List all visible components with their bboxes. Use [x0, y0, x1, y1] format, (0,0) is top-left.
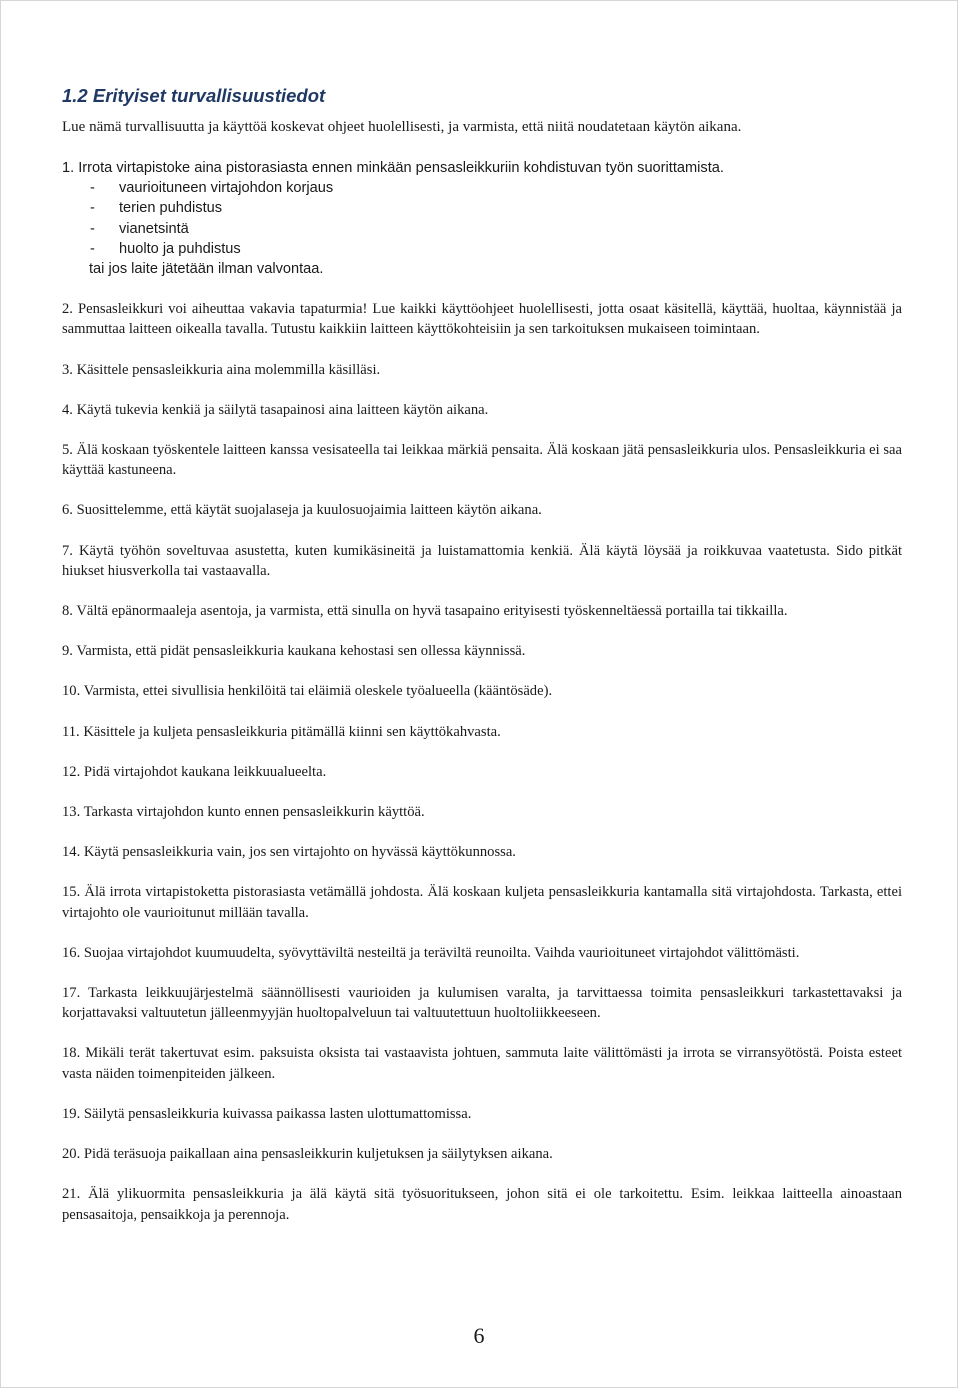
list-item: 9. Varmista, että pidät pensasleikkuria kaukana kehostasi sen ollessa käynnissä.: [62, 643, 526, 660]
list-item: 4. Käytä tukevia kenkiä ja säilytä tasapainosi aina laitteen käytön aikana.: [62, 401, 489, 418]
list-item: 6. Suosittelemme, että käytät suojalaseja ja kuulosuojaimia laitteen käytön aikana.: [62, 502, 542, 519]
page-content: [62, 84, 902, 1225]
sub-list-item: - terien puhdistus: [90, 200, 223, 217]
list-item: 19. Säilytä pensasleikkuria kuivassa paikassa lasten ulottumattomissa.: [62, 1105, 472, 1122]
list-item-1-text: 1. Irrota virtapistoke aina pistorasiasta ennen minkään pensasleikkuriin kohdistuvan työn suorittamista.: [62, 160, 724, 176]
list-item: 15. Älä irrota virtapistoketta pistorasiasta vetämällä johdosta. Älä koskaan kuljeta pensasleikkuria kantamalla sitä virtajohdosta. Tarkasta, ettei virtajohto ole vaurioitunut millään tavalla.: [62, 884, 902, 921]
list-item-1-tail: tai jos laite jätetään ilman valvontaa.: [89, 261, 324, 278]
sub-list-item: - vianetsintä: [90, 220, 189, 237]
list-item: 11. Käsittele ja kuljeta pensasleikkuria pitämällä kiinni sen käyttökahvasta.: [62, 723, 501, 740]
list-item: 18. Mikäli terät takertuvat esim. paksuista oksista tai vastaavista johtuen, sammuta laite välittömästi ja irrota se virransyötöstä. Poista esteet vasta näiden toimenpiteiden jälkeen.: [62, 1045, 902, 1082]
list-item: 20. Pidä teräsuoja paikallaan aina pensasleikkurin kuljetuksen ja säilytyksen aikana.: [62, 1146, 553, 1163]
list-item: 21. Älä ylikuormita pensasleikkuria ja älä käytä sitä työsuoritukseen, johon sitä ei ole tarkoitettu. Esim. leikkaa laitteella ainoastaan pensasaitoja, pensaikkoja ja perennoja.: [62, 1186, 902, 1223]
list-item: 14. Käytä pensasleikkuria vain, jos sen virtajohto on hyvässä käyttökunnossa.: [62, 844, 516, 861]
list-item: 10. Varmista, ettei sivullisia henkilöitä tai eläimiä oleskele työalueella (kääntösäde).: [62, 683, 553, 700]
list-item: 17. Tarkasta leikkuujärjestelmä säännöllisesti vaurioiden ja kulumisen varalta, ja tarvittaessa toimita pensasleikkuri tarkastettavaksi ja korjattavaksi valtuutetun jälleenmyyjän huoltopalveluun tai valtuutettuun huoltoliikkeeseen.: [62, 985, 902, 1022]
section-intro: Lue nämä turvallisuutta ja käyttöä koskevat ohjeet huolellisesti, ja varmista, että niitä noudatetaan käytön aikana.: [62, 119, 742, 135]
list-item-1: [62, 158, 902, 279]
list-item: 2. Pensasleikkuri voi aiheuttaa vakavia tapaturmia! Lue kaikki käyttöohjeet huolellisesti, jotta osaat käsitellä, käyttää, huoltaa, käynnistää ja sammuttaa laitteen oikealla tavalla. Tutustu kaikkiin laitteen käyttökohteisiin ja sen tarkoituksen mukaiseen toimintaan.: [62, 301, 902, 338]
sub-list-item: - huolto ja puhdistus: [90, 240, 241, 257]
list-item: 12. Pidä virtajohdot kaukana leikkuualueelta.: [62, 763, 327, 780]
list-item: 3. Käsittele pensasleikkuria aina molemmilla käsilläsi.: [62, 361, 381, 378]
list-item: 8. Vältä epänormaaleja asentoja, ja varmista, että sinulla on hyvä tasapaino erityisesti työskenneltäessä portailla tai tikkailla.: [62, 603, 788, 620]
page-number: 6: [473, 1323, 485, 1348]
list-item: 16. Suojaa virtajohdot kuumuudelta, syövyttäviltä nesteiltä ja teräviltä reunoilta. Vaihda vaurioituneet virtajohdot välittömästi.: [62, 944, 800, 961]
list-item: 7. Käytä työhön soveltuvaa asustetta, kuten kumikäsineitä ja luistamattomia kenkiä. Älä käytä löysää ja roikkuvaa vaatetusta. Sido pitkät hiukset hiusverkolla tai vastaavalla.: [62, 542, 902, 579]
sub-list-item: - vaurioituneen virtajohdon korjaus: [90, 180, 334, 197]
list-item: 5. Älä koskaan työskentele laitteen kanssa vesisateella tai leikkaa märkiä pensaita. Älä koskaan jätä pensasleikkuria ulos. Pensasleikkuria ei saa käyttää kastuneena.: [62, 442, 902, 479]
section-heading: 1.2 Erityiset turvallisuustiedot: [62, 85, 326, 106]
list-item: 13. Tarkasta virtajohdon kunto ennen pensasleikkurin käyttöä.: [62, 804, 425, 821]
